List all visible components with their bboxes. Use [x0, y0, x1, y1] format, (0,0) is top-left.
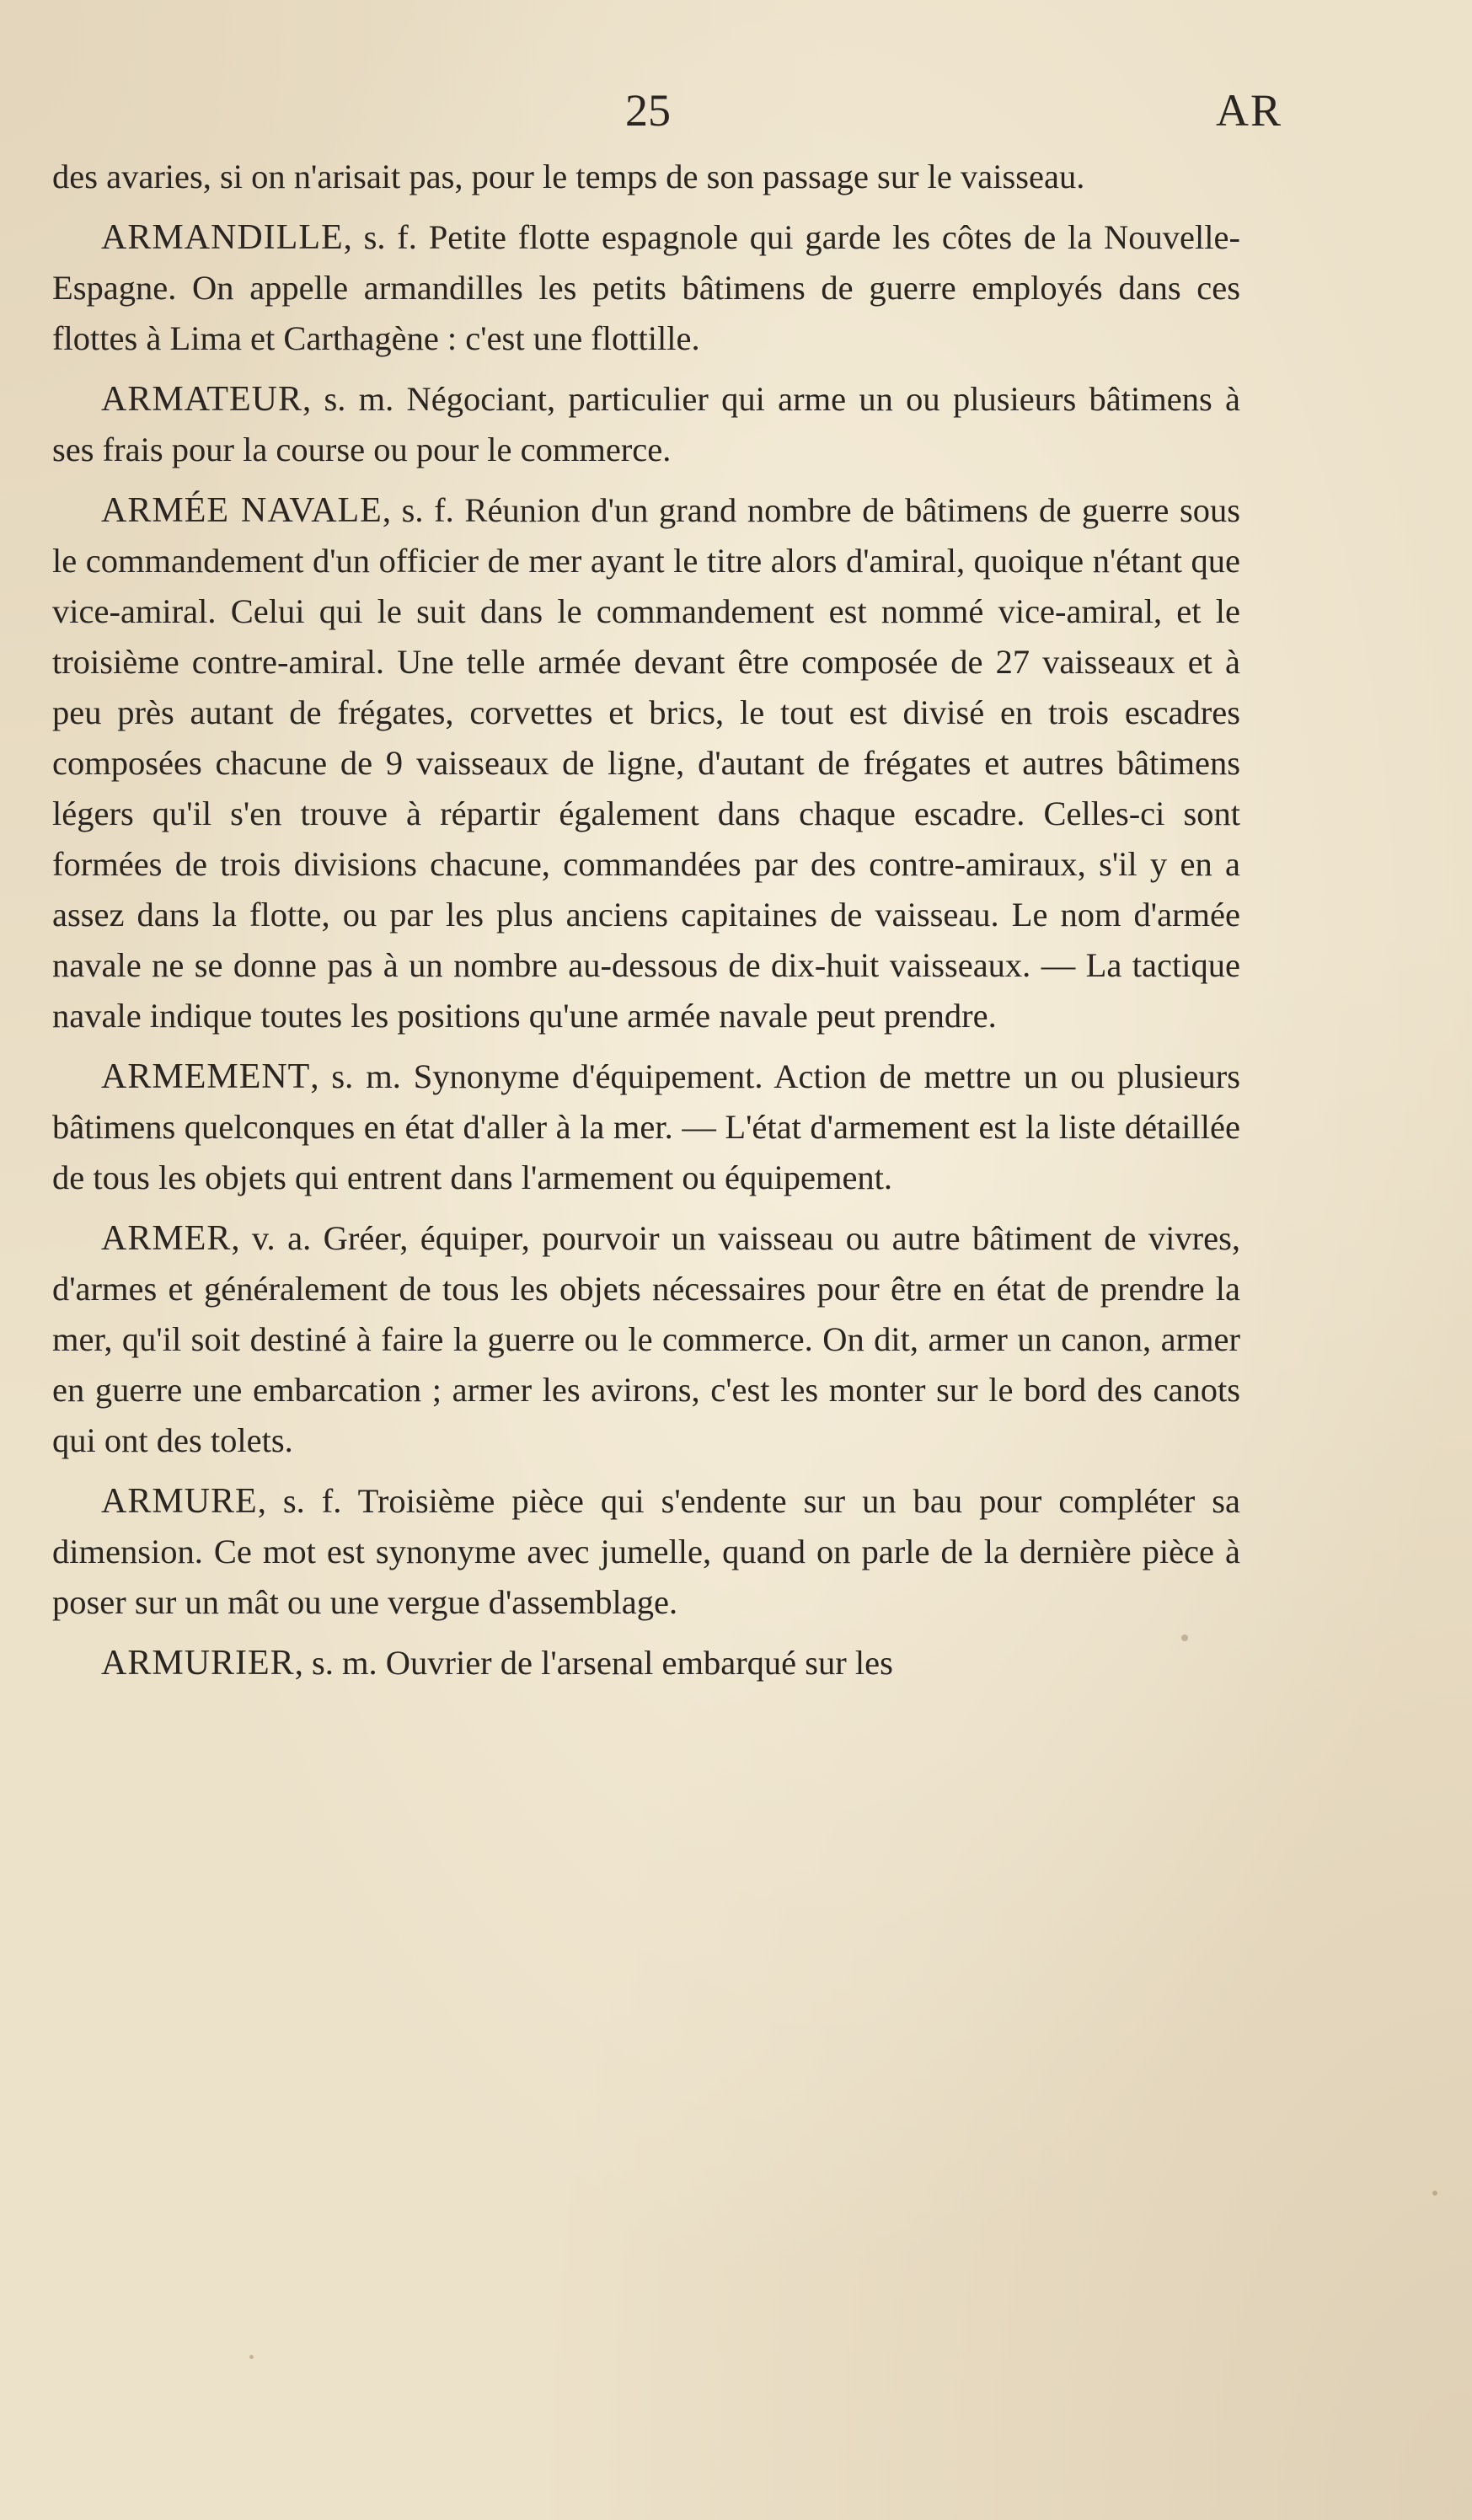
- page-number: 25: [625, 85, 671, 136]
- entry-text: , s. m. Négociant, particulier qui arme un ou plusieurs bâtimens à ses frais pour la course ou pour le commerce.: [52, 380, 1240, 468]
- entry-headword: ARMATEUR: [101, 380, 303, 419]
- paper-spot: [1432, 2191, 1437, 2196]
- entry-headword: ARMURIER: [101, 1644, 295, 1683]
- entry-headword: ARMANDILLE: [101, 218, 344, 257]
- dictionary-text: [52, 152, 1240, 1699]
- entry-headword: ARMURE: [101, 1482, 258, 1521]
- entry-text: , v. a. Gréer, équiper, pourvoir un vaisseau ou autre bâtiment de vivres, d'armes et généralement de tous les objets nécessaires pour être en état de prendre la mer, qu'il soit destiné à faire la guerre ou le commerce. On dit, armer un canon, armer en guerre une embarcation ; armer les avirons, c'est les monter sur le bord des canots qui ont des tolets.: [52, 1219, 1240, 1459]
- running-head: AR: [1215, 85, 1282, 136]
- entry-text: , s. f. Petite flotte espagnole qui garde les côtes de la Nouvelle-Espagne. On appelle armandilles les petits bâtimens de guerre employés dans ces flottes à Lima et Carthagène : c'est une flottille.: [52, 218, 1240, 357]
- dictionary-entry: [52, 485, 1240, 1041]
- entry-text: , s. f. Réunion d'un grand nombre de bâtimens de guerre sous le commandement d'un officier de mer ayant le titre alors d'amiral, quoique n'étant que vice-amiral. Celui qui le suit dans le commandement est nommé vice-amiral, et le troisième contre-amiral. Une telle armée devant être composée de 27 vaisseaux et à peu près autant de frégates, corvettes et brics, le tout est divisé en trois escadres composées chacune de 9 vaisseaux de ligne, d'autant de frégates et autres bâtimens légers qu'il s'en trouve à répartir également dans chaque escadre. Celles-ci sont formées de trois divisions chacune, commandées par des contre-amiraux, s'il y en a assez dans la flotte, ou par les plus anciens capitaines de vaisseau. Le nom d'armée navale ne se donne pas à un nombre au-dessous de dix-huit vaisseaux. — La tactique navale indique toutes les positions qu'une armée navale peut prendre.: [52, 491, 1240, 1035]
- entry-text: , s. m. Ouvrier de l'arsenal embarqué sur les: [294, 1644, 893, 1682]
- dictionary-entry: [52, 212, 1240, 364]
- entry-text: des avaries, si on n'arisait pas, pour le temps de son passage sur le vaisseau.: [52, 158, 1085, 195]
- entry-headword: ARMEMENT: [101, 1057, 311, 1096]
- entry-headword: ARMER: [101, 1219, 232, 1258]
- page-header: [52, 84, 1282, 152]
- dictionary-entry: [52, 1051, 1240, 1203]
- entry-text: , s. m. Synonyme d'équipement. Action de mettre un ou plusieurs bâtimens quelconques en état d'aller à la mer. — L'état d'armement est la liste détaillée de tous les objets qui entrent dans l'armement ou équipement.: [52, 1057, 1240, 1196]
- entry-headword: ARMÉE NAVALE: [101, 491, 383, 530]
- dictionary-entry: [52, 1638, 1240, 1688]
- dictionary-entry: [52, 1213, 1240, 1466]
- paper-spot: [249, 2355, 254, 2359]
- dictionary-entry: [52, 374, 1240, 475]
- entry-continuation: [52, 152, 1240, 202]
- dictionary-entry: [52, 1476, 1240, 1628]
- entry-text: , s. f. Troisième pièce qui s'endente sur un bau pour compléter sa dimension. Ce mot est synonyme avec jumelle, quand on parle de la dernière pièce à poser sur un mât ou une vergue d'assemblage.: [52, 1482, 1240, 1621]
